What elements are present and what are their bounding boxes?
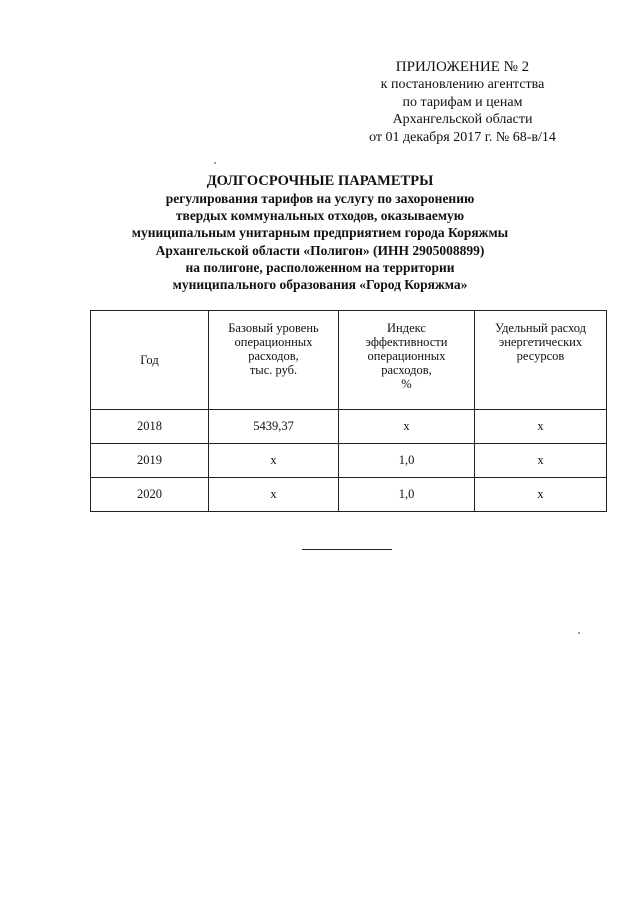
document-heading — [80, 172, 560, 293]
scan-speck — [214, 162, 216, 164]
heading-line: Архангельской области «Полигон» (ИНН 2905008899) — [155, 242, 485, 258]
table-header-row — [91, 311, 607, 410]
appendix-title: ПРИЛОЖЕНИЕ № 2 — [395, 59, 530, 75]
cell-base-opex: х — [209, 444, 339, 478]
header-year: Год — [91, 311, 209, 410]
end-rule — [302, 549, 392, 550]
appendix-line: Архангельской области — [392, 112, 533, 127]
heading-line: на полигоне, расположенном на территории — [185, 259, 455, 275]
heading-line: муниципальным унитарным предприятием города Коряжмы — [131, 225, 509, 241]
appendix-line: от 01 декабря 2017 г. № 68-в/14 — [369, 129, 556, 145]
cell-energy-consumption: х — [475, 410, 607, 444]
header-efficiency-index: Индекс эффективности операционных расходов, % — [339, 311, 475, 410]
cell-year: 2018 — [91, 410, 209, 444]
cell-efficiency-index: 1,0 — [339, 478, 475, 512]
cell-base-opex: 5439,37 — [209, 410, 339, 444]
cell-base-opex: х — [209, 478, 339, 512]
appendix-line: к постановлению агентства — [380, 77, 545, 92]
table-row — [91, 478, 607, 512]
document-title: ДОЛГОСРОЧНЫЕ ПАРАМЕТРЫ — [206, 173, 434, 189]
table-row — [91, 410, 607, 444]
cell-efficiency-index: 1,0 — [339, 444, 475, 478]
cell-energy-consumption: х — [475, 444, 607, 478]
cell-year: 2020 — [91, 478, 209, 512]
cell-year: 2019 — [91, 444, 209, 478]
heading-line: регулирования тарифов на услугу по захоронению — [165, 191, 475, 206]
cell-energy-consumption: х — [475, 478, 607, 512]
parameters-table — [90, 310, 607, 512]
heading-line: муниципального образования «Город Коряжма» — [172, 277, 468, 293]
heading-line: твердых коммунальных отходов, оказываемую — [175, 208, 465, 224]
header-energy-consumption: Удельный расход энергетических ресурсов — [475, 311, 607, 410]
appendix-block — [300, 58, 625, 146]
header-base-opex: Базовый уровень операционных расходов, тыс. руб. — [209, 311, 339, 410]
scan-speck — [578, 632, 580, 634]
cell-efficiency-index: х — [339, 410, 475, 444]
appendix-line: по тарифам и ценам — [402, 94, 523, 110]
table-row — [91, 444, 607, 478]
